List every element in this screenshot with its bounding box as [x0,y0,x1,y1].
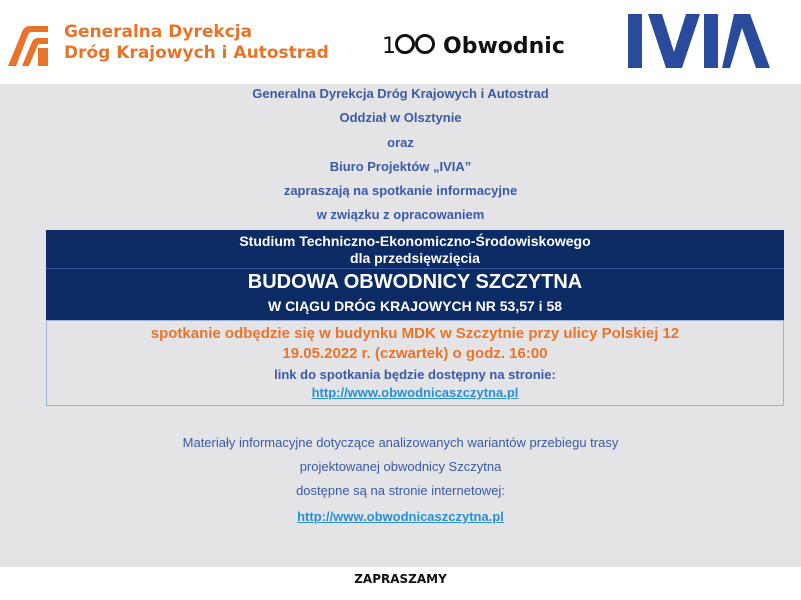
banner-line-1: Studium Techniczno-Ekonomiczno-Środowiskowego [239,233,591,249]
materials-line-3: dostępne są na stronie internetowej: [296,483,505,498]
intro-line-1: Generalna Dyrekcja Dróg Krajowych i Autostrad [252,86,549,101]
banner-title: BUDOWA OBWODNICY SZCZYTNA [247,271,583,293]
materials-line-2: projektowanej obwodnicy Szczytna [299,459,502,474]
intro-line-5: zapraszają na spotkanie informacyjne [283,183,518,198]
gddkia-name-line2: Dróg Krajowych i Autostrad [64,43,329,63]
obwodnic-ring-icon [395,34,415,54]
obwodnic-number-digit: 1 [382,33,395,59]
closing-text: ZAPRASZAMY [354,572,447,586]
meeting-location: spotkanie odbędzie się w budynku MDK w Szczytnie przy ulicy Polskiej 12 [150,325,680,342]
banner-line-2: dla przedsięwzięcia [350,250,480,266]
obwodnic-number [382,34,435,59]
intro-line-6: w związku z opracowaniem [316,207,485,222]
header [0,0,801,84]
meeting-link-intro: link do spotkania będzie dostępny na stronie: [274,367,556,382]
gddkia-name [64,22,329,64]
obwodnic-label: Obwodnic [443,33,565,59]
banner-subtitle: W CIĄGU DRÓG KRAJOWYCH NR 53,57 i 58 [267,298,563,314]
meeting-info-box [46,320,784,406]
materials-line-1: Materiały informacyjne dotyczące analizowanych wariantów przebiegu trasy [182,435,619,450]
banner-divider [46,268,784,269]
obwodnic-logo [382,30,565,62]
meeting-datetime: 19.05.2022 r. (czwartek) o godz. 16:00 [282,345,548,362]
intro-line-2: Oddział w Olsztynie [339,110,462,125]
ivia-logo-icon [628,14,770,68]
project-banner [46,230,784,320]
gddkia-logo-icon [4,22,50,68]
intro-line-4: Biuro Projektów „IVIA” [329,159,472,174]
footer [0,567,801,600]
gddkia-name-line1: Generalna Dyrekcja [64,22,253,42]
materials-link[interactable]: http://www.obwodnicaszczytna.pl [297,509,504,524]
intro-line-3: oraz [387,135,414,150]
meeting-link[interactable]: http://www.obwodnicaszczytna.pl [311,385,519,400]
obwodnic-ring-icon [415,34,435,54]
